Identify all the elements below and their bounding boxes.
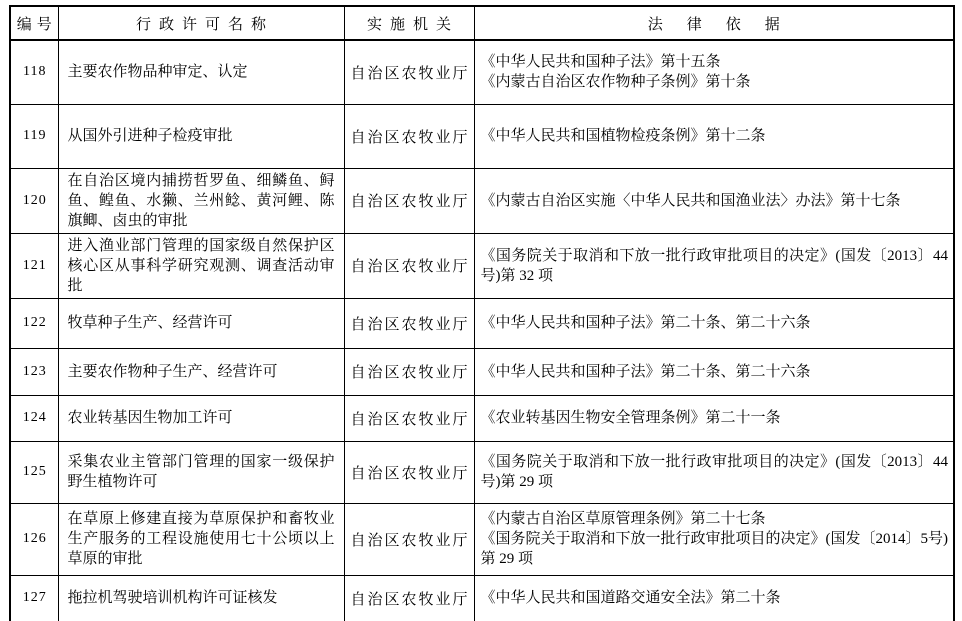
table-row [10,104,954,168]
license-name: 拖拉机驾驶培训机构许可证核发 [58,575,344,621]
table-row [10,168,954,233]
legal-basis [474,104,954,168]
table-body [10,40,954,621]
row-number: 124 [10,395,58,441]
row-number: 121 [10,233,58,298]
legal-basis-line: 《国务院关于取消和下放一批行政审批项目的决定》(国发〔2014〕5号)第 29 项 [480,531,948,567]
license-name: 农业转基因生物加工许可 [58,395,344,441]
legal-basis-line: 《国务院关于取消和下放一批行政审批项目的决定》(国发〔2013〕44号)第 29 项 [480,454,948,490]
row-number: 127 [10,575,58,621]
legal-basis-line: 《内蒙古自治区草原管理条例》第二十七条 [480,511,766,527]
legal-basis [474,348,954,395]
header-row [10,6,954,40]
implementing-agency: 自治区农牧业厅 [344,575,474,621]
row-number: 122 [10,298,58,348]
legal-basis [474,441,954,503]
implementing-agency: 自治区农牧业厅 [344,395,474,441]
legal-basis-line: 《农业转基因生物安全管理条例》第二十一条 [480,410,781,426]
legal-basis-line: 《中华人民共和国种子法》第十五条 [480,54,721,71]
row-number: 118 [10,40,58,104]
implementing-agency: 自治区农牧业厅 [344,168,474,233]
row-number: 119 [10,104,58,168]
legal-basis-line: 《中华人民共和国植物检疫条例》第十二条 [480,128,766,144]
legal-basis-line: 《内蒙古自治区实施〈中华人民共和国渔业法〉办法》第十七条 [480,192,901,209]
table-row [10,441,954,503]
header-agency: 实施机关 [344,6,474,40]
license-name: 主要农作物种子生产、经营许可 [58,348,344,395]
header-number: 编号 [10,6,58,40]
license-name: 在草原上修建直接为草原保护和畜牧业生产服务的工程设施使用七十公顷以上草原的审批 [58,503,344,575]
table-header [10,6,954,40]
table-row [10,503,954,575]
implementing-agency: 自治区农牧业厅 [344,104,474,168]
implementing-agency: 自治区农牧业厅 [344,40,474,104]
implementing-agency: 自治区农牧业厅 [344,503,474,575]
row-number: 126 [10,503,58,575]
header-license-name: 行政许可名称 [58,6,344,40]
implementing-agency: 自治区农牧业厅 [344,348,474,395]
row-number: 120 [10,168,58,233]
license-name: 牧草种子生产、经营许可 [58,298,344,348]
table-row [10,348,954,395]
legal-basis [474,395,954,441]
license-name: 采集农业主管部门管理的国家一级保护野生植物许可 [58,441,344,503]
legal-basis-line: 《内蒙古自治区农作物种子条例》第十条 [480,74,751,91]
administrative-license-table [9,5,955,621]
row-number: 123 [10,348,58,395]
license-name: 进入渔业部门管理的国家级自然保护区核心区从事科学研究观测、调查活动审批 [58,233,344,298]
legal-basis [474,575,954,621]
legal-basis-line: 《国务院关于取消和下放一批行政审批项目的决定》(国发〔2013〕44号)第 32 项 [480,247,948,284]
table-row [10,40,954,104]
legal-basis-line: 《中华人民共和国种子法》第二十条、第二十六条 [480,363,811,380]
table-row [10,233,954,298]
table-row [10,395,954,441]
legal-basis [474,168,954,233]
legal-basis [474,503,954,575]
row-number: 125 [10,441,58,503]
legal-basis [474,233,954,298]
table-row [10,575,954,621]
license-name: 主要农作物品种审定、认定 [58,40,344,104]
license-name: 在自治区境内捕捞哲罗鱼、细鳞鱼、鲟鱼、鳇鱼、水獭、兰州鲶、黄河鲤、陈旗鲫、卤虫的审批 [58,168,344,233]
header-legal-basis: 法律依据 [474,6,954,40]
legal-basis [474,40,954,104]
legal-basis-line: 《中华人民共和国种子法》第二十条、第二十六条 [480,315,811,331]
implementing-agency: 自治区农牧业厅 [344,233,474,298]
implementing-agency: 自治区农牧业厅 [344,298,474,348]
table-row [10,298,954,348]
legal-basis [474,298,954,348]
legal-basis-line: 《中华人民共和国道路交通安全法》第二十条 [480,590,781,607]
license-name: 从国外引进种子检疫审批 [58,104,344,168]
implementing-agency: 自治区农牧业厅 [344,441,474,503]
